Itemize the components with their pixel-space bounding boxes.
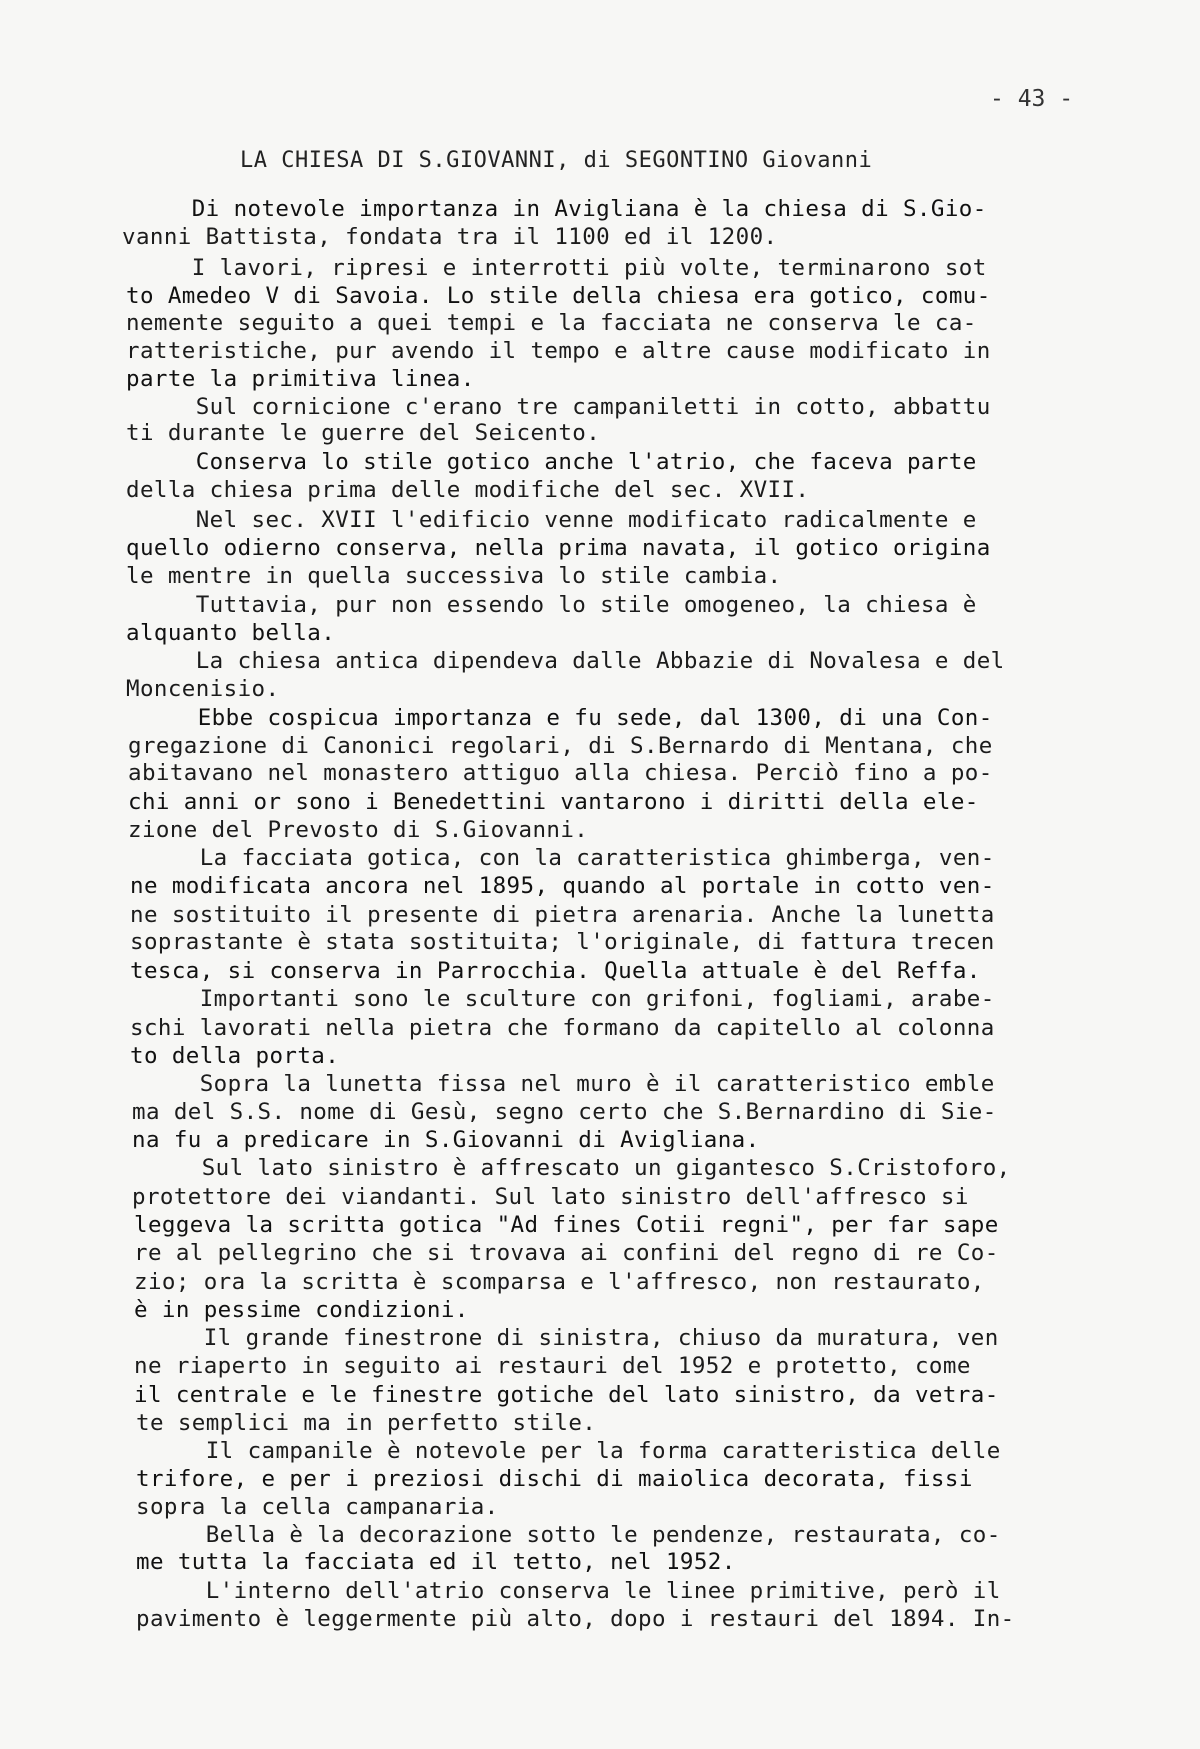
text-line: soprastante è stata sostituita; l'originale, di fattura trecen — [130, 929, 995, 955]
text-line: ti durante le guerre del Seicento. — [126, 420, 601, 446]
text-line: Bella è la decorazione sotto le pendenze, restaurata, co- — [136, 1522, 1001, 1548]
text-line: abitavano nel monastero attiguo alla chiesa. Perciò fino a po- — [128, 760, 993, 786]
text-line: me tutta la facciata ed il tetto, nel 1952. — [136, 1549, 736, 1575]
page-title: LA CHIESA DI S.GIOVANNI, di SEGONTINO Giovanni — [240, 148, 873, 173]
text-line: alquanto bella. — [126, 620, 336, 646]
text-line: La chiesa antica dipendeva dalle Abbazie di Novalesa e del — [126, 648, 1005, 674]
text-line: ma del S.S. nome di Gesù, segno certo che S.Bernardino di Sie- — [132, 1099, 997, 1125]
text-line: to Amedeo V di Savoia. Lo stile della chiesa era gotico, comu- — [126, 283, 991, 309]
text-line: te semplici ma in perfetto stile. — [136, 1410, 597, 1436]
text-line: ne sostituito il presente di pietra arenaria. Anche la lunetta — [130, 902, 995, 928]
text-line: sopra la cella campanaria. — [136, 1494, 499, 1520]
text-line: L'interno dell'atrio conserva le linee primitive, però il — [136, 1578, 1001, 1604]
text-line: zione del Prevosto di S.Giovanni. — [128, 817, 589, 843]
text-line: Nel sec. XVII l'edificio venne modificato radicalmente e — [126, 507, 977, 533]
text-line: il centrale e le finestre gotiche del lato sinistro, da vetra- — [134, 1382, 999, 1408]
text-line: Conserva lo stile gotico anche l'atrio, che faceva parte — [126, 449, 977, 475]
text-line: to della porta. — [130, 1043, 340, 1069]
text-line: ratteristiche, pur avendo il tempo e altre cause modificato in — [126, 338, 991, 364]
text-line: na fu a predicare in S.Giovanni di Avigliana. — [132, 1127, 760, 1153]
text-line: re al pellegrino che si trovava ai confini del regno di re Co- — [134, 1240, 999, 1266]
text-line: leggeva la scritta gotica "Ad fines Cotii regni", per far sape — [134, 1212, 999, 1238]
text-line: gregazione di Canonici regolari, di S.Bernardo di Mentana, che — [128, 733, 993, 759]
text-line: è in pessime condizioni. — [134, 1297, 469, 1323]
text-line: Ebbe cospicua importanza e fu sede, dal 1300, di una Con- — [128, 705, 993, 731]
text-line: Il grande finestrone di sinistra, chiuso da muratura, ven — [134, 1325, 999, 1351]
text-line: protettore dei viandanti. Sul lato sinistro dell'affresco si — [132, 1184, 969, 1210]
text-line: tesca, si conserva in Parrocchia. Quella attuale è del Reffa. — [130, 958, 981, 984]
text-line: Il campanile è notevole per la forma caratteristica delle — [136, 1438, 1001, 1464]
text-line: le mentre in quella successiva lo stile cambia. — [126, 563, 782, 589]
text-line: vanni Battista, fondata tra il 1100 ed il 1200. — [122, 224, 778, 250]
text-line: Sul lato sinistro è affrescato un gigantesco S.Cristoforo, — [132, 1155, 1011, 1181]
text-line: trifore, e per i preziosi dischi di maiolica decorata, fissi — [136, 1466, 973, 1492]
text-line: ne riaperto in seguito ai restauri del 1952 e protetto, come — [134, 1353, 971, 1379]
page-number: - 43 - — [990, 86, 1074, 112]
text-line: parte la primitiva linea. — [126, 366, 475, 392]
text-line: pavimento è leggermente più alto, dopo i restauri del 1894. In- — [136, 1606, 1015, 1632]
text-line: chi anni or sono i Benedettini vantarono i diritti della ele- — [128, 789, 979, 815]
text-line: La facciata gotica, con la caratteristica ghimberga, ven- — [130, 845, 995, 871]
text-line: Di notevole importanza in Avigliana è la chiesa di S.Gio- — [122, 196, 987, 222]
text-line: I lavori, ripresi e interrotti più volte, terminarono sot — [122, 255, 987, 281]
text-line: quello odierno conserva, nella prima navata, il gotico origina — [126, 535, 991, 561]
text-line: della chiesa prima delle modifiche del sec. XVII. — [126, 477, 810, 503]
text-line: Importanti sono le sculture con grifoni, fogliami, arabe- — [130, 986, 995, 1012]
text-line: ne modificata ancora nel 1895, quando al portale in cotto ven- — [130, 873, 995, 899]
text-line: Tuttavia, pur non essendo lo stile omogeneo, la chiesa è — [126, 592, 977, 618]
text-line: Moncenisio. — [126, 676, 280, 702]
text-line: zio; ora la scritta è scomparsa e l'affresco, non restaurato, — [134, 1269, 985, 1295]
text-line: Sul cornicione c'erano tre campaniletti in cotto, abbattu — [126, 394, 991, 420]
text-line: Sopra la lunetta fissa nel muro è il caratteristico emble — [130, 1071, 995, 1097]
text-line: schi lavorati nella pietra che formano da capitello al colonna — [130, 1015, 995, 1041]
text-line: nemente seguito a quei tempi e la facciata ne conserva le ca- — [126, 310, 977, 336]
